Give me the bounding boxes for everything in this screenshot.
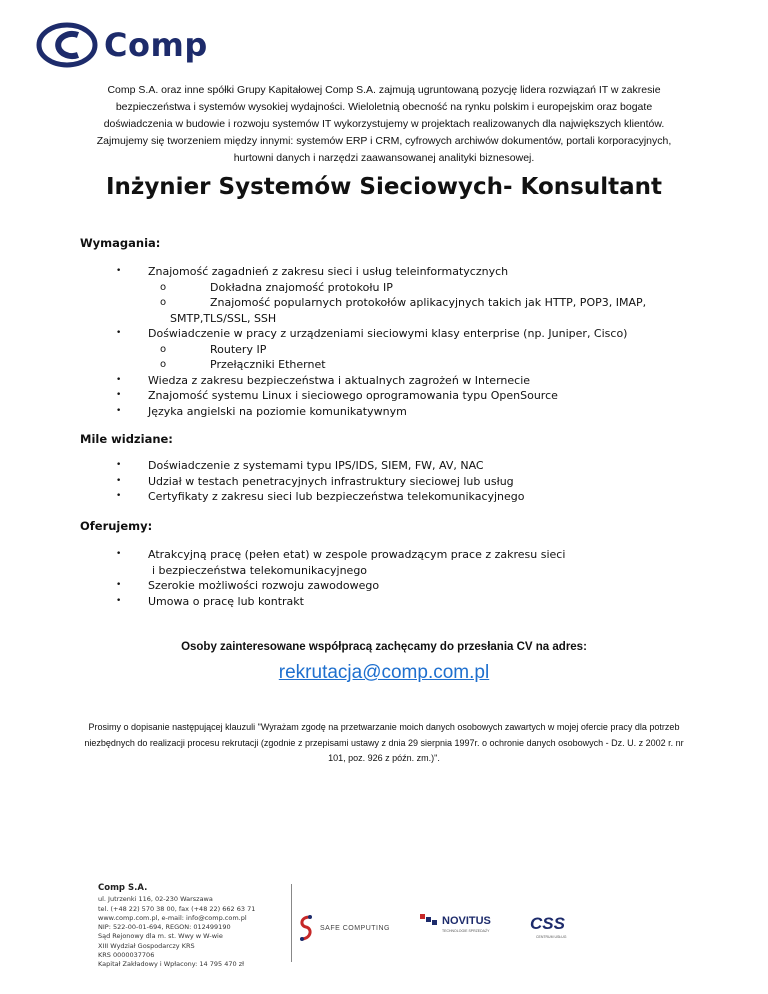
list-item-text: Przełączniki Ethernet	[210, 358, 326, 371]
bullet: •	[116, 390, 122, 400]
offer-list	[0, 547, 700, 609]
list-item-text: Doświadczenie w pracy z urządzeniami sieciowymi klasy enterprise (np. Juniper, Cisco)	[148, 327, 628, 340]
list-item	[0, 474, 700, 490]
bullet: •	[116, 549, 122, 559]
email-link[interactable]: rekrutacja@comp.com.pl	[278, 662, 490, 683]
list-item-text: Znajomość zagadnień z zakresu sieci i usług teleinformatycznych	[148, 265, 509, 278]
footer-line: XIII Wydział Gospodarczy KRS	[98, 941, 195, 950]
list-item-continuation: i bezpieczeństwa telekomunikacyjnego	[152, 563, 368, 577]
bullet: •	[116, 266, 122, 276]
footer-line: ul. Jutrzenki 116, 02-230 Warszawa	[98, 895, 213, 904]
list-item	[0, 404, 700, 420]
sub-list-item	[0, 295, 700, 311]
footer-company-name: Comp S.A.	[98, 883, 148, 893]
footer-line: www.comp.com.pl, e-mail: info@comp.com.pl	[98, 913, 247, 922]
list-item-text: Doświadczenie z systemami typu IPS/IDS, SIEM, FW, AV, NAC	[148, 459, 484, 472]
footer-line: Sąd Rejonowy dla m. st. Wwy w W-wie	[98, 932, 223, 941]
list-item	[0, 489, 700, 505]
nice-to-have-list	[0, 458, 700, 505]
offer-heading: Oferujemy:	[80, 519, 153, 533]
nice-to-have-heading: Mile widziane:	[80, 432, 173, 446]
list-item-text: Udział w testach penetracyjnych infrastruktury sieciowej lub usług	[148, 474, 514, 488]
bullet: •	[116, 595, 122, 606]
comp-logo-icon	[36, 22, 98, 68]
list-item	[0, 388, 700, 404]
list-item	[0, 578, 700, 594]
list-item-text: Atrakcyjną pracę (pełen etat) w zespole prowadzącym prace z zakresu sieci	[148, 548, 566, 561]
bullet: •	[116, 405, 122, 416]
novitus-icon	[420, 914, 438, 928]
css-subtext: CENTRUM USŁUG	[536, 935, 567, 939]
list-item-text: Dokładna znajomość protokołu IP	[210, 280, 393, 294]
list-item-continuation: SMTP,TLS/SSL, SSH	[170, 311, 277, 325]
cta-text: Osoby zainteresowane współpracą zachęcamy do przesłania CV na adres:	[181, 641, 587, 653]
company-intro: Comp S.A. oraz inne spółki Grupy Kapitałowej Comp S.A. zajmują ugruntowaną pozycję lidera rozwiązań IT w zakresie bezpieczeństwa i systemów wysokiej wydajności. Wieloletnią obecność na rynku polskim i europejskim oraz bogate doświadczenia w budowie i rozwoju systemów IT wykorzystujemy w projektach realizowanych dla największych klientów. Zajmujemy się tworzeniem między innymi: systemów ERP i CRM, cyfrowych archiwów dokumentów, portali korporacyjnych, hurtowni danych i narzędzi zaawansowanej analityki biznesowej.	[96, 84, 672, 164]
list-item-text: Certyfikaty z zakresu sieci lub bezpieczeństwa telekomunikacyjnego	[148, 490, 525, 503]
footer-line: NIP: 522-00-01-694, REGON: 012499190	[98, 923, 231, 932]
bullet: •	[116, 460, 122, 470]
sub-bullet: o	[160, 281, 167, 293]
novitus-subtext: TECHNOLOGIE SPRZEDAŻY	[442, 929, 490, 933]
list-item-text: Znajomość systemu Linux i sieciowego oprogramowania typu OpenSource	[148, 389, 558, 402]
list-item	[0, 326, 700, 342]
bullet: •	[116, 491, 122, 501]
safe-computing-icon	[298, 914, 314, 942]
requirements-list	[0, 264, 700, 419]
list-item-text: Umowa o pracę lub kontrakt	[148, 594, 304, 608]
job-title: Inżynier Systemów Sieciowych- Konsultant	[106, 174, 662, 200]
footer-line: KRS 0000037706	[98, 951, 155, 960]
safe-computing-text: SAFE COMPUTING	[320, 924, 391, 932]
consent-clause: Prosimy o dopisanie następującej klauzuli "Wyrażam zgodę na przetwarzanie moich danych osobowych zawartych w mojej ofercie pracy dla potrzeb niezbędnych do realizacji procesu rekrutacji (zgodnie z przepisami ustawy z dnia 29 sierpnia 1997r. o ochronie danych osobowych - Dz. U. z 2002 r. nr 101, poz. 926 z późn. zm.)".	[84, 722, 684, 763]
list-item-text: Szerokie możliwości rozwoju zawodowego	[148, 579, 380, 592]
list-item	[0, 594, 700, 610]
novitus-logo	[420, 914, 491, 933]
footer-divider	[291, 884, 292, 962]
footer-company-info	[98, 884, 255, 970]
list-item-text: Routery IP	[210, 342, 267, 356]
requirements-heading: Wymagania:	[80, 236, 161, 250]
list-item-text: Znajomość popularnych protokołów aplikacyjnych takich jak HTTP, POP3, IMAP,	[210, 296, 647, 309]
css-text: CSS	[530, 914, 565, 933]
list-item-text: Języka angielski na poziomie komunikatywnym	[148, 404, 407, 418]
bullet: •	[116, 328, 122, 338]
list-item-text: Wiedza z zakresu bezpieczeństwa i aktualnych zagrożeń w Internecie	[148, 373, 531, 387]
bullet: •	[116, 580, 122, 590]
sub-list-item	[0, 280, 700, 296]
novitus-text: NOVITUS	[442, 915, 491, 927]
footer-line: tel. (+48 22) 570 38 00, fax (+48 22) 662 63 71	[98, 904, 256, 913]
sub-bullet: o	[160, 297, 167, 308]
footer-line: Kapitał Zakładowy i Wpłacony: 14 795 470 zł	[98, 960, 244, 969]
logo-text: Comp	[104, 26, 208, 64]
list-item	[0, 547, 700, 563]
sub-bullet: o	[160, 359, 167, 370]
sub-list-item	[0, 357, 700, 373]
sub-list-item	[0, 342, 700, 358]
comp-logo	[36, 22, 208, 68]
css-logo	[530, 914, 567, 939]
safe-computing-logo	[298, 914, 390, 942]
bullet: •	[116, 475, 122, 486]
list-item	[0, 458, 700, 474]
sub-bullet: o	[160, 343, 167, 355]
bullet: •	[116, 374, 122, 385]
list-item	[0, 373, 700, 389]
list-item	[0, 264, 700, 280]
